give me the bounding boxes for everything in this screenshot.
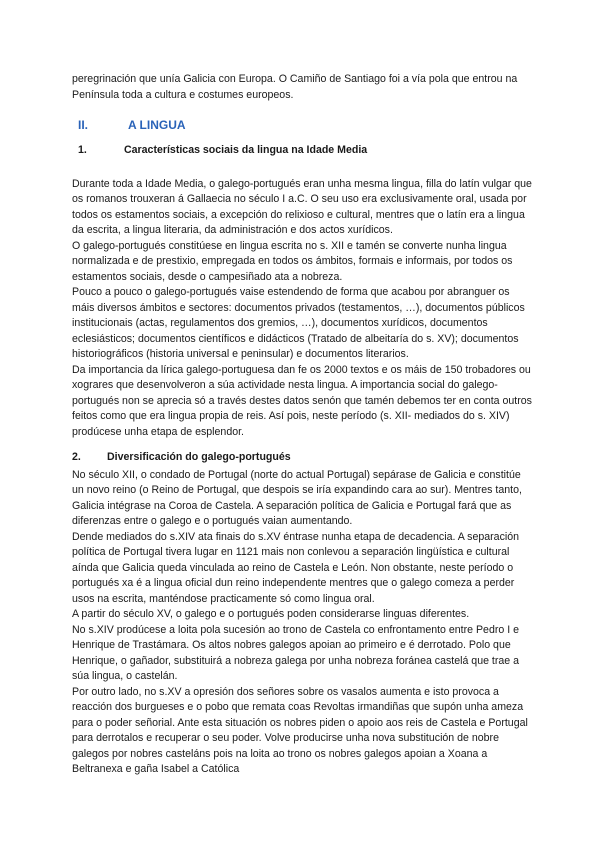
intro-paragraph: peregrinación que unía Galicia con Europa. O Camiño de Santiago foi a vía pola que entrou na Península toda a cultura e costumes europeos.	[72, 73, 518, 101]
paragraph: Por outro lado, no s.XV a opresión dos señores sobre os vasalos aumenta e isto provoca a reacción dos burgueses e o pobo que remata coas Revoltas irmandiñas que supón unha ameza para o poder señorial. Ante esta situación os nobres piden o apoio aos reis de Castela e Portugal para derrotalos e recuperar o seu poder. Volve producirse unha nova substitución de nobre galegos por nobres casteláns pois na loita ao trono os nobres galegos apoian a Xoana a Beltranexa e gaña Isabel a Católica	[72, 685, 528, 775]
subsection-2-heading	[72, 450, 532, 466]
paragraph: Pouco a pouco o galego-portugués vaise estendendo de forma que acabou por abranguer os máis diversos ámbitos e sectores: documentos privados (testamentos, …), documentos públicos institucionais (actas, regulamentos dos gremios, …), documentos xurídicos, documentos eclesiásticos; documentos científicos e didácticos (Tratado de albeitaría do s. XV); documentos historiográficos (historia universal e peninsular) e documentos literarios.	[72, 286, 525, 360]
subsection-2-title: Diversificación do galego-portugués	[107, 451, 291, 463]
paragraph: Durante toda a Idade Media, o galego-portugués eran unha mesma lingua, filla do latín vulgar que os romanos trouxeran á Gallaecia no século I a.C. O seu uso era exclusivamente oral, usada por todos os estamentos sociais, a excepción do relixioso e cultural, mentres que o latín era a lingua da escrita, a lingua literaria, da administración e dos actos xurídicos.	[72, 177, 532, 236]
paragraph: A partir do século XV, o galego e o portugués poden considerarse linguas diferentes.	[72, 608, 470, 620]
subsection-1-heading	[72, 143, 532, 159]
subsection-2-number: 2.	[72, 451, 81, 463]
subsection-1-title: Características sociais da lingua na Idade Media	[124, 144, 368, 156]
paragraph: No século XII, o condado de Portugal (norte do actual Portugal) sepárase de Galicia e constitúe un novo reino (o Reino de Portugal, que despois se iría expandindo cara ao sur). Mentres tanto, Galicia intégrase na Coroa de Castela. A separación política de Galicia e Portugal fará que as diferenzas entre o galego e o portugués vaian aumentando.	[72, 468, 522, 527]
paragraph: No s.XIV prodúcese a loita pola sucesión ao trono de Castela co enfrontamento entre Pedro I e Henrique de Trastámara. Os altos nobres galegos apoian ao primeiro e é derrotado. Polo que Henrique, o gañador, substituirá a nobreza galega por unha nobreza foránea castelá que trae a súa lingua, o castelán.	[72, 623, 520, 682]
section-number: II.	[78, 118, 89, 132]
paragraph: O galego-portugués constitúese en lingua escrita no s. XII e tamén se converte nunha lingua normalizada e de prestixio, empregada en todos os ámbitos, formais e informais, por todos os estamentos sociais, desde o campesiñado ata a nobreza.	[72, 239, 513, 283]
section-title: A LINGUA	[128, 118, 186, 132]
section-heading	[72, 117, 532, 133]
paragraph: Dende mediados do s.XIV ata finais do s.XV éntrase nunha etapa de decadencia. A separación política de Portugal tivera lugar en 1121 mais non conlevou a separación lingüística e cultural aínda que Galicia queda vinculada ao reino de Castela e León. Non obstante, neste período o portugués xa é a lingua oficial dun reino independente mentres que o galego comeza a perder usos na escrita, manténdose practicamente só como lingua oral.	[72, 530, 520, 605]
subsection-1-number: 1.	[78, 144, 87, 156]
paragraph: Da importancia da lírica galego-portuguesa dan fe os 2000 textos e os máis de 150 trobadores ou xograres que desenvolveron a súa actividade nesta lingua. A importancia social do galego-portugués non se aprecia só a través destes datos senón que tamén debemos ter en conta outros feitos como que era lingua propia de reis. Así pois, neste período (s. XII- mediados do s. XIV) prodúcese unha etapa de esplendor.	[72, 363, 532, 438]
